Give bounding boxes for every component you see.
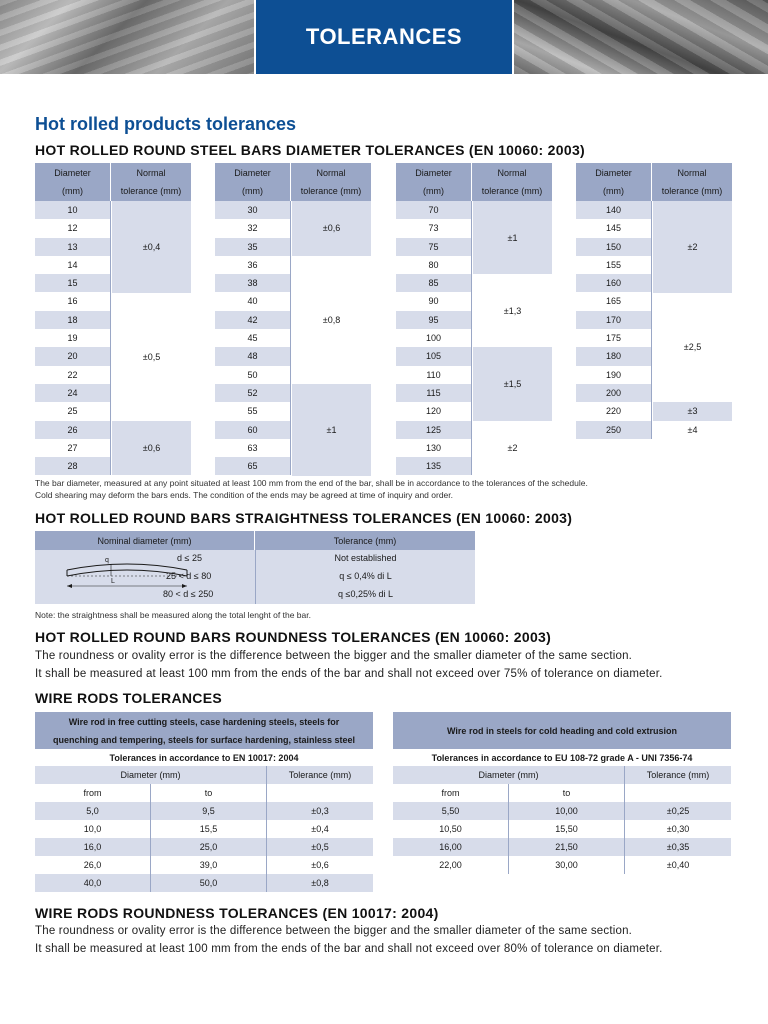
diameter-table-body (576, 201, 732, 439)
col-blank (267, 784, 373, 802)
tolerance-cell: ±1,5 (473, 347, 552, 420)
wire-roundness-text-2: It shall be measured at least 100 mm from the ends of the bar and shall not exceed over 80% of tolerance on diameter. (35, 943, 663, 955)
diameter-cell: 16 (35, 292, 111, 310)
table-row (35, 856, 373, 874)
straightness-row-2-tolerance: q ≤ 0,4% di L (339, 571, 392, 581)
wire-rods-left-title-line-2: quenching and tempering, steels for surface hardening, stainless steel (52, 734, 356, 745)
col-tolerance-line-1: Normal (677, 168, 707, 178)
tolerance-cell: ±0,3 (311, 806, 329, 816)
diameter-cell: 14 (35, 256, 111, 274)
tolerance-cell: ±1,3 (503, 305, 522, 316)
col-diameter (576, 163, 652, 201)
col-diameter (215, 163, 291, 201)
col-tolerance-line-2: tolerance (mm) (120, 186, 182, 196)
col-tolerance-line-1: Normal (316, 168, 346, 178)
from-cell: 40,0 (35, 874, 151, 892)
table-row (393, 838, 731, 856)
tolerance-cell: ±1 (473, 201, 552, 274)
to-cell: 39,0 (151, 856, 267, 874)
tolerance-cell: ±0,4 (112, 201, 191, 293)
col-diameter: Diameter (mm) (35, 766, 267, 784)
straightness-row-3-diameter: 80 < d ≤ 250 (163, 589, 214, 599)
col-tolerance (111, 163, 191, 201)
diameter-cell: 190 (576, 366, 652, 384)
to-cell: 30,00 (509, 856, 625, 874)
diameter-cell: 95 (396, 311, 472, 329)
diameter-note-2: Cold shearing may deform the bars ends. The condition of the ends may be agreed at time of inquiry and order. (35, 490, 454, 500)
col-from: from (35, 784, 151, 802)
diameter-table-3 (396, 163, 552, 475)
table-row (393, 802, 731, 820)
to-cell: 21,50 (509, 838, 625, 856)
table-row (35, 838, 373, 856)
diameter-cell: 85 (396, 274, 472, 292)
diameter-cell: 70 (396, 201, 472, 219)
tolerance-cell: ±0,8 (322, 314, 341, 325)
straightness-note: Note: the straightness shall be measured along the total lenght of the bar. (35, 610, 311, 620)
diameter-note-1: The bar diameter, measured at any point situated at least 100 mm from the end of the bar, shall be in accordance to the tolerances of the schedule. (35, 478, 588, 488)
banner-photo-right (514, 0, 768, 74)
diameter-table-body (396, 201, 552, 475)
from-cell: 5,50 (393, 802, 509, 820)
table-row (35, 820, 373, 838)
diameter-section-title: HOT ROLLED ROUND STEEL BARS DIAMETER TOLERANCES (EN 10060: 2003) (35, 142, 585, 158)
col-tolerance (652, 163, 732, 201)
banner-title-box (256, 0, 512, 74)
diameter-cell: 18 (35, 311, 111, 329)
diameter-table-body (215, 201, 371, 475)
straightness-table-body (35, 550, 475, 604)
tolerance-cell: ±0,5 (142, 351, 161, 362)
wire-rods-right-header (393, 766, 731, 784)
diameter-cell: 28 (35, 457, 111, 475)
diameter-cell: 165 (576, 292, 652, 310)
col-blank (625, 784, 731, 802)
col-diameter (35, 163, 111, 201)
diameter-cell: 55 (215, 402, 291, 420)
diameter-cell: 20 (35, 347, 111, 365)
tolerance-cell: ±0,30 (666, 824, 690, 834)
diameter-cell: 145 (576, 219, 652, 237)
roundness-section-title: HOT ROLLED ROUND BARS ROUNDNESS TOLERANCES (EN 10060: 2003) (35, 629, 552, 645)
wire-rods-left-title (35, 712, 373, 749)
col-tolerance: Tolerance (mm) (646, 770, 710, 780)
col-tolerance (472, 163, 552, 201)
diameter-table-header (215, 163, 371, 201)
col-tolerance-line-2: tolerance (mm) (481, 186, 543, 196)
col-diameter-line-1: Diameter (415, 168, 452, 178)
diameter-cell: 38 (215, 274, 291, 292)
col-tolerance: Tolerance (mm) (288, 770, 352, 780)
diameter-cell: 24 (35, 384, 111, 402)
to-cell: 10,00 (509, 802, 625, 820)
diameter-cell: 75 (396, 238, 472, 256)
diameter-cell: 80 (396, 256, 472, 274)
diagram-l-label: L (111, 578, 115, 585)
page-title: TOLERANCES (305, 24, 463, 49)
diameter-cell: 160 (576, 274, 652, 292)
diameter-table-header (576, 163, 732, 201)
diameter-table-header (35, 163, 191, 201)
diameter-table-header (396, 163, 552, 201)
header-banner (0, 0, 768, 74)
diameter-cell: 100 (396, 329, 472, 347)
to-cell: 50,0 (151, 874, 267, 892)
section-heading: Hot rolled products tolerances (35, 114, 297, 134)
tolerance-cell: ±2 (653, 201, 732, 293)
tolerance-cell: ±0,35 (666, 842, 690, 852)
diameter-cell: 12 (35, 219, 111, 237)
diameter-cell: 32 (215, 219, 291, 237)
diameter-cell: 25 (35, 402, 111, 420)
col-diameter (396, 163, 472, 201)
diameter-table-4 (576, 163, 732, 439)
tolerance-cell: ±0,5 (311, 842, 329, 852)
from-cell: 16,0 (35, 838, 151, 856)
diameter-cell: 45 (215, 329, 291, 347)
wire-rods-right-subtitle: Tolerances in accordance to EU 108-72 grade A - UNI 7356-74 (431, 752, 693, 763)
col-tolerance-line-2: tolerance (mm) (661, 186, 723, 196)
tolerance-cell: ±0,40 (666, 860, 690, 870)
to-cell: 25,0 (151, 838, 267, 856)
diameter-cell: 180 (576, 347, 652, 365)
straightness-section-title: HOT ROLLED ROUND BARS STRAIGHTNESS TOLERANCES (EN 10060: 2003) (35, 510, 573, 526)
diagram-q-label: q (105, 557, 109, 564)
wire-roundness-section-title: WIRE RODS ROUNDNESS TOLERANCES (EN 10017: 2004) (35, 905, 439, 921)
col-to: to (509, 784, 625, 802)
col-diameter-line-2: (mm) (603, 186, 624, 196)
straightness-table-header (35, 531, 475, 550)
from-cell: 16,00 (393, 838, 509, 856)
table-row (35, 874, 373, 892)
diameter-cell: 50 (215, 366, 291, 384)
wire-rods-table-left (35, 712, 373, 892)
table-row (393, 856, 731, 874)
diameter-cell: 115 (396, 384, 472, 402)
diameter-cell: 175 (576, 329, 652, 347)
col-diameter-line-2: (mm) (242, 186, 263, 196)
tolerance-cell: ±0,6 (311, 860, 329, 870)
col-diameter: Diameter (mm) (393, 766, 625, 784)
tolerance-cell: ±0,25 (666, 806, 690, 816)
diameter-cell: 110 (396, 366, 472, 384)
diameter-cell: 10 (35, 201, 111, 219)
diameter-cell: 90 (396, 292, 472, 310)
diameter-cell: 30 (215, 201, 291, 219)
wire-rods-right-rows (393, 802, 731, 874)
from-cell: 10,50 (393, 820, 509, 838)
col-tolerance-line-1: Normal (497, 168, 527, 178)
diameter-table-1 (35, 163, 191, 475)
diameter-cell: 105 (396, 347, 472, 365)
to-cell: 15,5 (151, 820, 267, 838)
tolerance-cell: ±3 (653, 402, 732, 420)
diameter-cell: 140 (576, 201, 652, 219)
from-cell: 22,00 (393, 856, 509, 874)
col-tolerance: Tolerance (mm) (333, 535, 397, 546)
diameter-cell: 125 (396, 421, 472, 439)
wire-rods-left-title-line-1: Wire rod in free cutting steels, case hardening steels, steels for (68, 716, 340, 727)
diameter-cell: 63 (215, 439, 291, 457)
col-tolerance-line-2: tolerance (mm) (300, 186, 362, 196)
diameter-cell: 48 (215, 347, 291, 365)
diameter-cell: 35 (215, 238, 291, 256)
col-diameter-line-1: Diameter (54, 168, 91, 178)
diameter-cell: 19 (35, 329, 111, 347)
col-nominal-diameter: Nominal diameter (mm) (35, 531, 255, 550)
diameter-cell: 13 (35, 238, 111, 256)
from-cell: 26,0 (35, 856, 151, 874)
tolerance-cell: ±0,6 (292, 201, 371, 256)
col-diameter-line-1: Diameter (234, 168, 271, 178)
col-to: to (151, 784, 267, 802)
diameter-cell: 15 (35, 274, 111, 292)
diameter-cell: 52 (215, 384, 291, 402)
wire-rods-right-title: Wire rod in steels for cold heading and cold extrusion (393, 712, 731, 749)
wire-rods-left-subheader (35, 784, 373, 802)
diameter-cell: 36 (215, 256, 291, 274)
tolerance-cell: ±2,5 (683, 342, 702, 353)
wire-rods-left-header (35, 766, 373, 784)
roundness-text-1: The roundness or ovality error is the difference between the bigger and the smaller diameter of the same section. (35, 650, 633, 662)
wire-rods-left-subtitle: Tolerances in accordance to EN 10017: 2004 (109, 752, 299, 763)
diameter-cell: 73 (396, 219, 472, 237)
wire-rods-section-title: WIRE RODS TOLERANCES (35, 690, 222, 706)
diameter-cell: 135 (396, 457, 472, 475)
tolerance-cell: ±1 (292, 384, 371, 476)
diameter-cell: 65 (215, 457, 291, 475)
wire-rods-right-subheader (393, 784, 731, 802)
diameter-cell: 150 (576, 238, 652, 256)
col-tolerance (291, 163, 371, 201)
straightness-row-1-tolerance: Not established (334, 553, 397, 563)
to-cell: 9,5 (151, 802, 267, 820)
diameter-cell: 200 (576, 384, 652, 402)
tolerance-cell: ±0,4 (311, 824, 329, 834)
col-diameter-line-1: Diameter (595, 168, 632, 178)
diameter-cell: 60 (215, 421, 291, 439)
diameter-cell: 26 (35, 421, 111, 439)
banner-photo-left (0, 0, 254, 74)
col-tolerance-line-1: Normal (136, 168, 166, 178)
tolerance-cell: ±0,8 (311, 878, 329, 888)
to-cell: 15,50 (509, 820, 625, 838)
diameter-cell: 40 (215, 292, 291, 310)
col-diameter-line-2: (mm) (423, 186, 444, 196)
col-from: from (393, 784, 509, 802)
diameter-cell: 250 (576, 421, 652, 439)
diameter-cell: 130 (396, 439, 472, 457)
diameter-cell: 22 (35, 366, 111, 384)
diameter-cell: 120 (396, 402, 472, 420)
diameter-cell: 155 (576, 256, 652, 274)
wire-rods-table-right (393, 712, 731, 874)
diameter-cell: 170 (576, 311, 652, 329)
wire-rods-left-rows (35, 802, 373, 892)
roundness-text-2: It shall be measured at least 100 mm from the ends of the bar and shall not exceed over 75% of tolerance on diameter. (35, 668, 663, 680)
straightness-row-2-diameter: 25 < d ≤ 80 (166, 571, 212, 581)
diameter-table-2 (215, 163, 371, 475)
table-row (35, 802, 373, 820)
tolerance-cell: ±0,6 (112, 421, 191, 476)
diameter-cell: 27 (35, 439, 111, 457)
straightness-row-1-diameter: d ≤ 25 (177, 553, 202, 563)
tolerance-cell: ±2 (507, 443, 518, 454)
straightness-row-3-tolerance: q ≤0,25% di L (338, 589, 393, 599)
diameter-cell: 220 (576, 402, 652, 420)
straightness-table (35, 531, 475, 604)
from-cell: 5,0 (35, 802, 151, 820)
diameter-table-body (35, 201, 191, 475)
wire-roundness-text-1: The roundness or ovality error is the difference between the bigger and the smaller diameter of the same section. (35, 925, 633, 937)
diameter-cell: 42 (215, 311, 291, 329)
from-cell: 10,0 (35, 820, 151, 838)
table-row (393, 820, 731, 838)
col-diameter-line-2: (mm) (62, 186, 83, 196)
tolerance-cell: ±4 (687, 424, 698, 435)
